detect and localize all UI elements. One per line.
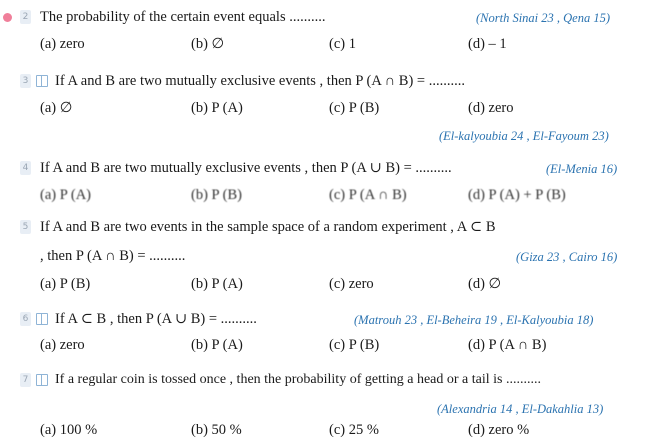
question-5-stem-row-2 — [0, 246, 649, 268]
option-b: (b) P (B) — [191, 187, 243, 203]
question-stem: If A and B are two mutually exclusive events , then P (A ∩ B) = .......... — [55, 73, 465, 89]
option-c: (c) P (B) — [329, 337, 380, 353]
option-b: (b) P (A) — [191, 100, 243, 116]
question-stem: The probability of the certain event equals .......... — [40, 9, 326, 25]
option-d: (d) P (A ∩ B) — [468, 337, 547, 353]
question-stem: If a regular coin is tossed once , then the probability of getting a head or a tail is .......... — [55, 372, 541, 387]
option-c: (c) P (B) — [329, 100, 380, 116]
question-3-stem-row — [0, 71, 649, 93]
question-stem: If A and B are two mutually exclusive events , then P (A ∪ B) = .......... — [40, 160, 452, 176]
question-7-options — [0, 420, 649, 442]
question-number: 7 — [20, 373, 31, 387]
question-number: 2 — [20, 10, 31, 24]
book-icon — [36, 313, 48, 325]
option-d: (d) P (A) + P (B) — [468, 187, 566, 203]
question-number: 3 — [20, 74, 31, 88]
question-5-options — [0, 274, 649, 296]
question-source: (Alexandria 14 , El-Dakahlia 13) — [437, 402, 604, 416]
option-a: (a) P (B) — [40, 276, 91, 292]
question-7-stem-row — [0, 370, 649, 392]
option-c: (c) 1 — [329, 36, 356, 52]
option-d: (d) zero % — [468, 422, 530, 438]
question-number: 5 — [20, 220, 31, 234]
question-2-stem-row — [0, 7, 649, 29]
question-number: 6 — [20, 312, 31, 326]
question-stem-continued: , then P (A ∩ B) = .......... — [40, 248, 186, 264]
option-d: (d) zero — [468, 100, 514, 116]
book-icon — [36, 374, 48, 386]
question-source: (El-kalyoubia 24 , El-Fayoum 23) — [439, 129, 609, 143]
option-a: (a) ∅ — [40, 100, 73, 116]
question-4-options — [0, 185, 649, 207]
question-source: (Giza 23 , Cairo 16) — [516, 250, 618, 264]
question-number: 4 — [20, 161, 31, 175]
option-d: (d) – 1 — [468, 36, 507, 52]
option-b: (b) P (A) — [191, 276, 243, 292]
option-b: (b) 50 % — [191, 422, 242, 438]
option-b: (b) P (A) — [191, 337, 243, 353]
question-6-options — [0, 335, 649, 357]
option-a: (a) P (A) — [40, 187, 91, 203]
question-source: (North Sinai 23 , Qena 15) — [476, 11, 611, 25]
option-a: (a) zero — [40, 36, 85, 52]
question-5-stem-row — [0, 217, 649, 239]
option-d: (d) ∅ — [468, 276, 502, 292]
question-source: (Matrouh 23 , El-Beheira 19 , El-Kalyoubia 18) — [354, 313, 594, 327]
question-7-source-row — [0, 398, 649, 420]
bullet-marker-icon — [3, 13, 12, 22]
question-stem: If A ⊂ B , then P (A ∪ B) = .......... — [55, 311, 257, 327]
question-3-source-row — [0, 125, 649, 147]
question-source: (El-Menia 16) — [546, 162, 618, 176]
question-2-options — [0, 34, 649, 56]
question-3-options — [0, 98, 649, 120]
option-c: (c) 25 % — [329, 422, 379, 438]
question-6-stem-row — [0, 309, 649, 331]
option-a: (a) 100 % — [40, 422, 98, 438]
book-icon — [36, 75, 48, 87]
option-c: (c) P (A ∩ B) — [329, 187, 407, 203]
question-4-stem-row — [0, 158, 649, 180]
option-b: (b) ∅ — [191, 36, 225, 52]
question-stem: If A and B are two events in the sample space of a random experiment , A ⊂ B — [40, 219, 496, 235]
option-c: (c) zero — [329, 276, 374, 292]
option-a: (a) zero — [40, 337, 85, 353]
